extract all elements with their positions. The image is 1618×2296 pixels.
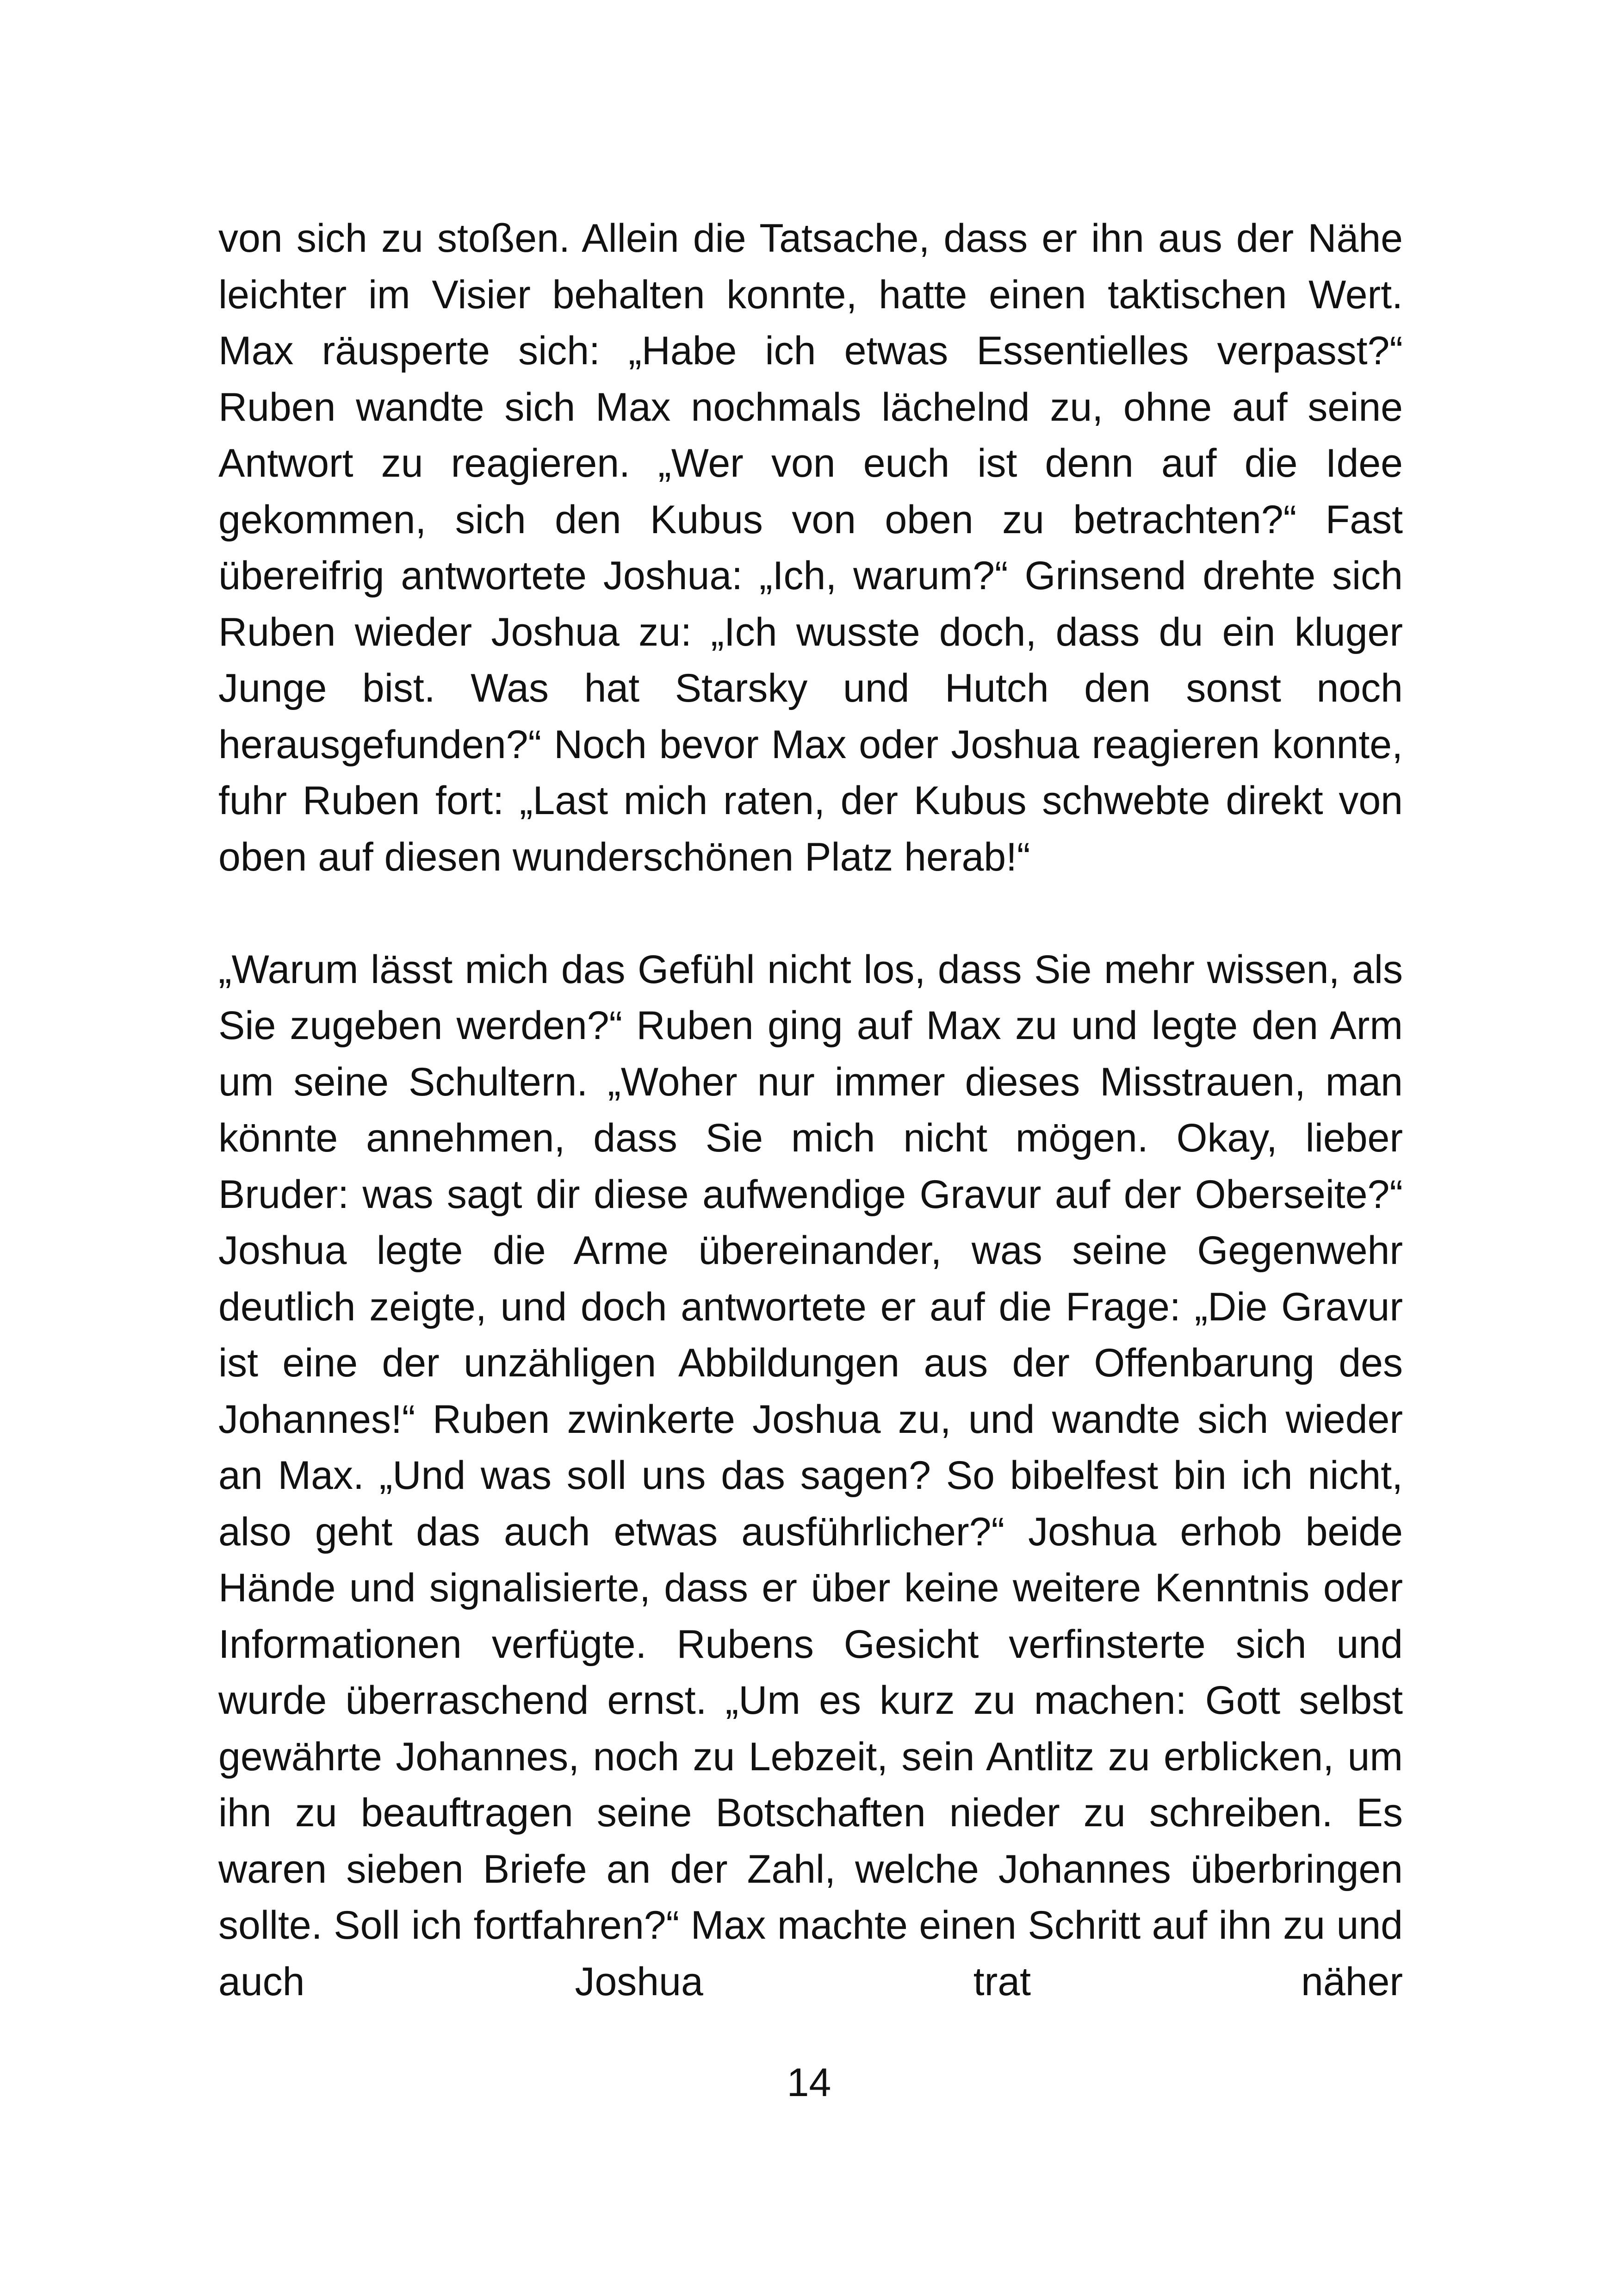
body-text	[218, 211, 1403, 2010]
paragraph-1: von sich zu stoßen. Allein die Tatsache, dass er ihn aus der Nähe leichter im Visier behalten konnte, hatte einen taktischen Wert. Max räusperte sich: „Habe ich etwas Essentielles verpasst?“ Ruben wandte sich Max nochmals lächelnd zu, ohne auf seine Antwort zu reagieren. „Wer von euch ist denn auf die Idee gekommen, sich den Kubus von oben zu betrachten?“ Fast übereifrig antwortete Joshua: „Ich, warum?“ Grinsend drehte sich Ruben wieder Joshua zu: „Ich wusste doch, dass du ein kluger Junge bist. Was hat Starsky und Hutch den sonst noch herausgefunden?“ Noch bevor Max oder Joshua reagieren konnte, fuhr Ruben fort: „Last mich raten, der Kubus schwebte direkt von oben auf diesen wunderschönen Platz herab!“	[218, 216, 1403, 879]
page-number: 14	[787, 2060, 831, 2105]
paragraph-2: „Warum lässt mich das Gefühl nicht los, dass Sie mehr wissen, als Sie zugeben werden?“ Ruben ging auf Max zu und legte den Arm um seine Schultern. „Woher nur immer dieses Misstrauen, man könnte annehmen, dass Sie mich nicht mögen. Okay, lieber Bruder: was sagt dir diese aufwendige Gravur auf der Oberseite?“ Joshua legte die Arme übereinander, was seine Gegenwehr deutlich zeigte, und doch antwortete er auf die Frage: „Die Gravur ist eine der unzähligen Abbildungen aus der Offenbarung des Johannes!“ Ruben zwinkerte Joshua zu, und wandte sich wieder an Max. „Und was soll uns das sagen? So bibelfest bin ich nicht, also geht das auch etwas ausführlicher?“ Joshua erhob beide Hände und signalisierte, dass er über keine weitere Kenntnis oder Informationen verfügte. Rubens Gesicht verfinsterte sich und wurde überraschend ernst. „Um es kurz zu machen: Gott selbst gewährte Johannes, noch zu Lebzeit, sein Antlitz zu erblicken, um ihn zu beauftragen seine Botschaften nieder zu schreiben. Es waren sieben Briefe an der Zahl, welche Johannes überbringen sollte. Soll ich fortfahren?“ Max machte einen Schritt auf ihn zu und auch Joshua trat näher	[218, 947, 1403, 2004]
